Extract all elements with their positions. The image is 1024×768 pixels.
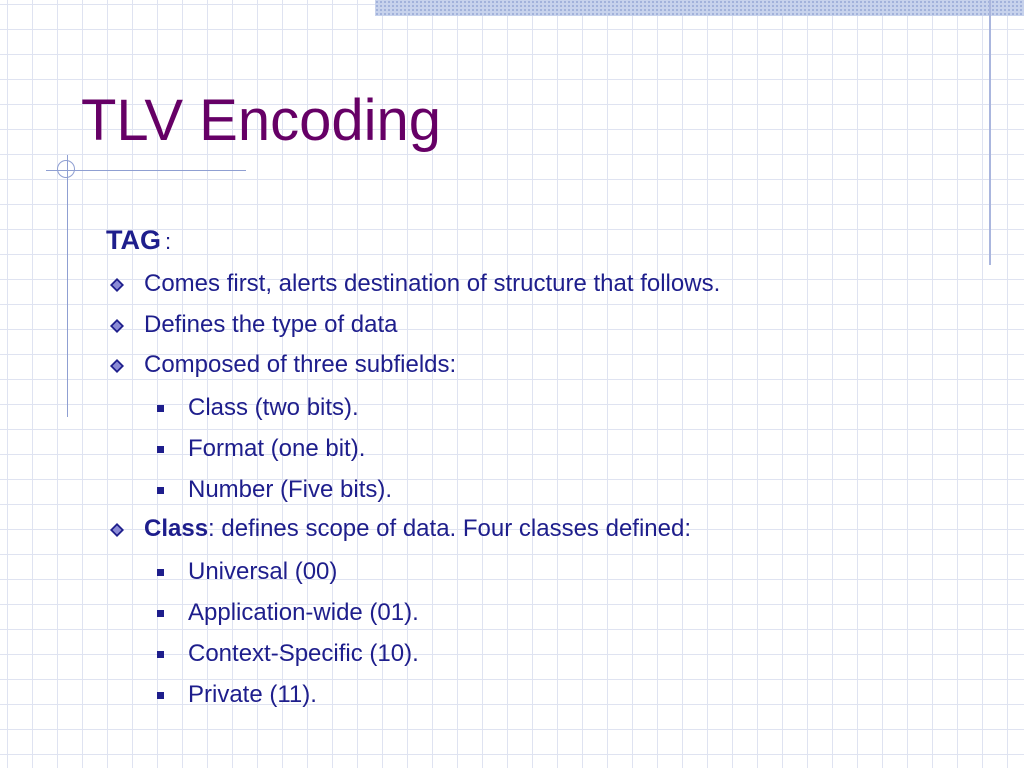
bullet-item: Comes first, alerts destination of structure that follows. — [144, 270, 721, 297]
diamond-bullet-icon — [110, 359, 124, 373]
bullet-text: : defines scope of data. Four classes defined: — [208, 515, 691, 542]
diamond-bullet-icon — [110, 523, 124, 537]
bullet-item: Composed of three subfields: — [144, 351, 457, 378]
sub-bullet-item: Class (two bits). — [188, 394, 359, 421]
sub-bullet-item: Context-Specific (10). — [188, 640, 419, 667]
sub-bullet-item: Number (Five bits). — [188, 476, 393, 503]
slide-title: TLV Encoding — [81, 88, 442, 153]
sub-bullet-item: Application-wide (01). — [188, 599, 419, 626]
decorative-top-band — [375, 0, 1024, 16]
crosshair-circle-icon — [57, 160, 75, 178]
diamond-bullet-icon — [110, 278, 124, 292]
decorative-vertical-rule — [67, 155, 68, 417]
decorative-horizontal-rule — [46, 170, 246, 171]
sub-bullet-item: Format (one bit). — [188, 435, 366, 462]
diamond-bullet-icon — [110, 319, 124, 333]
square-bullet-icon — [157, 692, 164, 699]
square-bullet-icon — [157, 569, 164, 576]
square-bullet-icon — [157, 405, 164, 412]
bullet-item: Defines the type of data — [144, 311, 398, 338]
square-bullet-icon — [157, 651, 164, 658]
section-heading — [106, 222, 171, 260]
sub-bullet-item: Universal (00) — [188, 558, 338, 585]
square-bullet-icon — [157, 446, 164, 453]
sub-bullet-item: Private (11). — [188, 681, 317, 708]
square-bullet-icon — [157, 487, 164, 494]
section-heading-colon: : — [165, 229, 172, 254]
bullet-bold-prefix: Class — [144, 515, 209, 542]
square-bullet-icon — [157, 610, 164, 617]
bullet-item-class — [144, 514, 691, 544]
decorative-right-line — [989, 0, 991, 265]
section-heading-label: TAG — [106, 225, 161, 255]
